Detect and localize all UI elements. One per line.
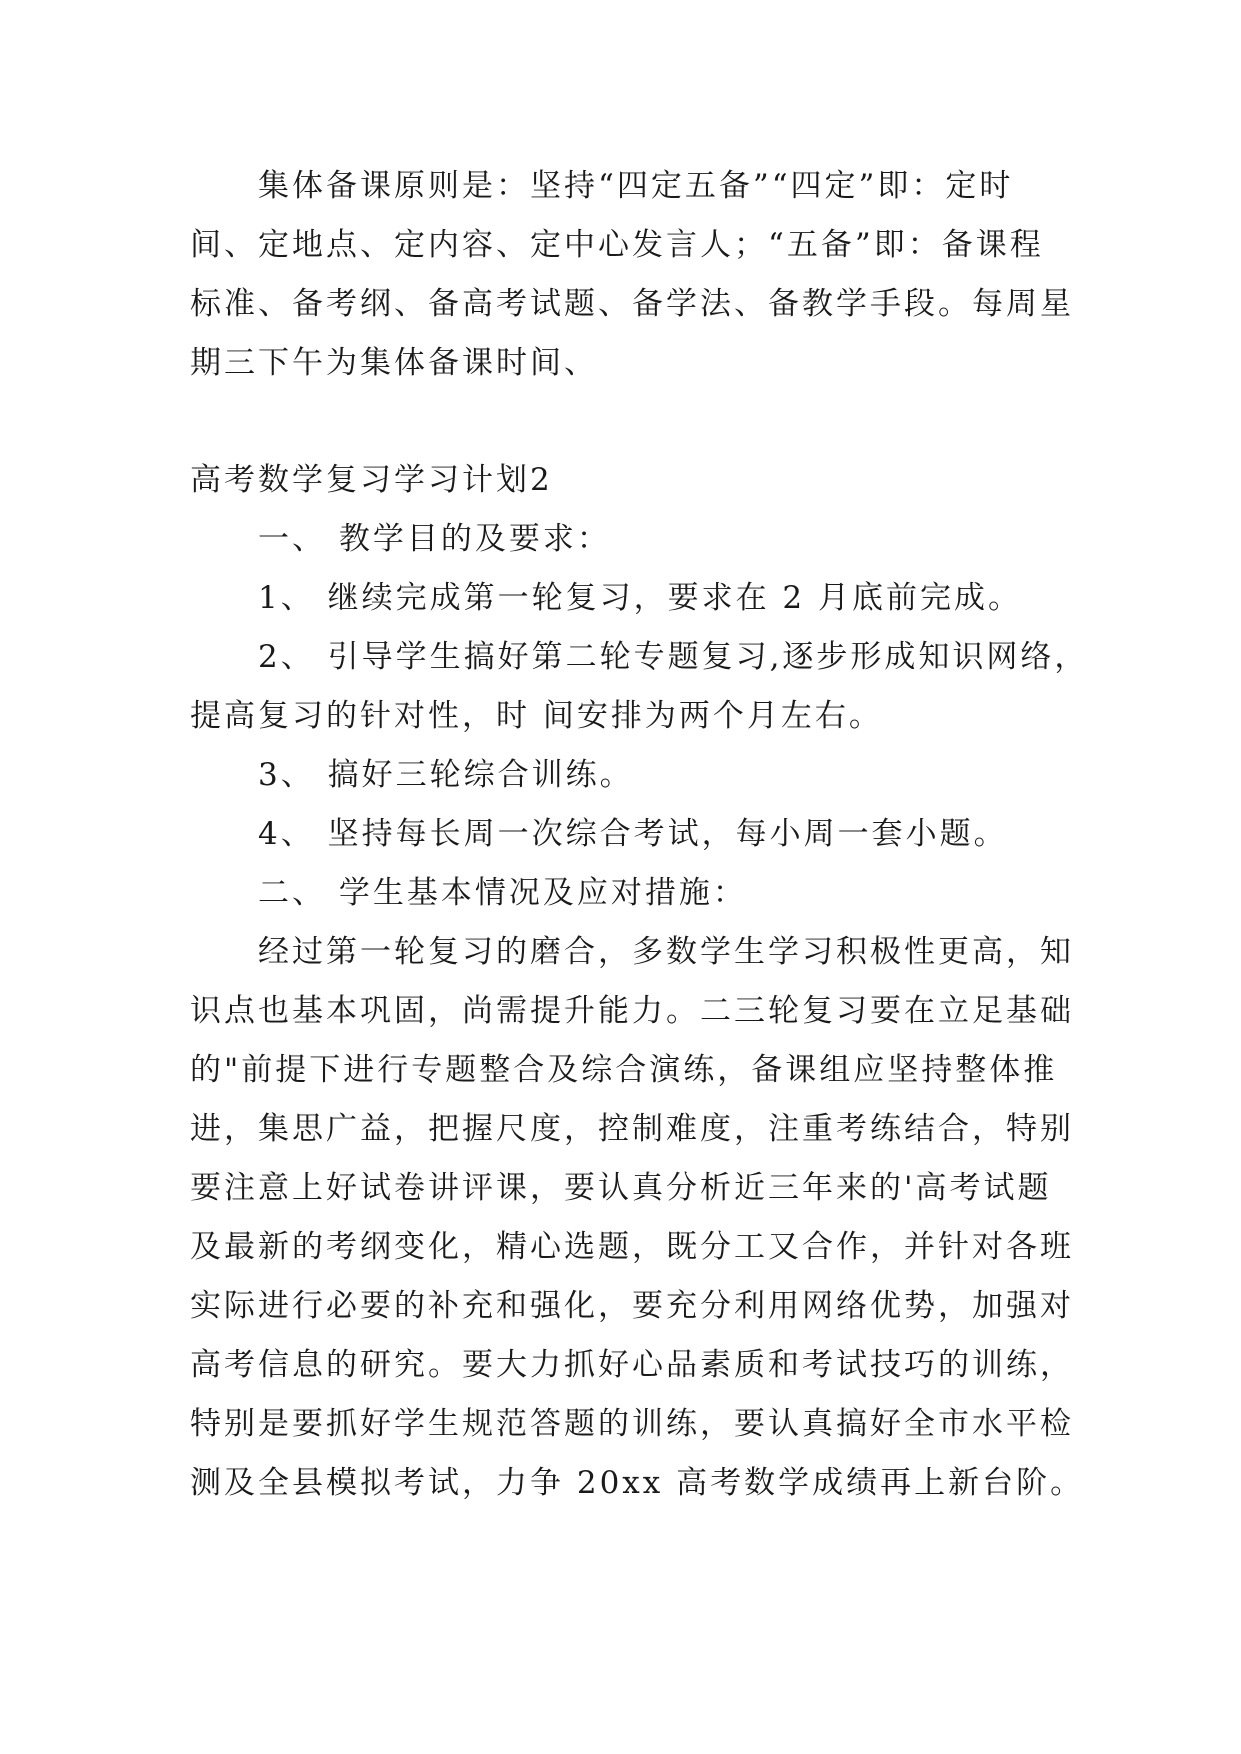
list-item-continuation: 提高复习的针对性，时 间安排为两个月左右。 [190,698,883,734]
paragraph-line: 测及全县模拟考试，力争 20xx 高考数学成绩再上新台阶。 [190,1465,1085,1501]
paragraph-line: 要注意上好试卷讲评课，要认真分析近三年来的'高考试题 [190,1170,1052,1206]
list-item: 2、 引导学生搞好第二轮专题复习,逐步形成知识网络， [258,639,1089,675]
paragraph-line: 集体备课原则是：坚持“四定五备”“四定”即：定时 [258,168,1014,204]
paragraph-line: 的"前提下进行专题整合及综合演练，备课组应坚持整体推 [190,1052,1058,1088]
paragraph-line: 经过第一轮复习的磨合，多数学生学习积极性更高，知 [258,934,1074,970]
section-heading: 一、 教学目的及要求： [258,521,611,557]
paragraph-line: 识点也基本巩固，尚需提升能力。二三轮复习要在立足基础 [190,993,1074,1029]
list-item: 1、 继续完成第一轮复习，要求在 2 月底前完成。 [258,580,1023,616]
paragraph-line: 及最新的考纲变化，精心选题，既分工又合作，并针对各班 [190,1229,1074,1265]
list-item: 3、 搞好三轮综合训练。 [258,757,634,793]
section-heading: 二、 学生基本情况及应对措施： [258,875,747,911]
paragraph-line: 高考信息的研究。要大力抓好心品素质和考试技巧的训练， [190,1347,1074,1383]
paragraph-line: 期三下午为集体备课时间、 [190,345,598,381]
paragraph-line: 标准、备考纲、备高考试题、备学法、备教学手段。每周星 [190,286,1074,322]
paragraph-line: 特别是要抓好学生规范答题的训练，要认真搞好全市水平检 [190,1406,1074,1442]
paragraph-line: 实际进行必要的补充和强化，要充分利用网络优势，加强对 [190,1288,1074,1324]
document-title: 高考数学复习学习计划2 [190,462,553,498]
paragraph-line: 进，集思广益，把握尺度，控制难度，注重考练结合，特别 [190,1111,1074,1147]
list-item: 4、 坚持每长周一次综合考试，每小周一套小题。 [258,816,1008,852]
paragraph-line: 间、定地点、定内容、定中心发言人；“五备”即：备课程 [190,227,1044,263]
